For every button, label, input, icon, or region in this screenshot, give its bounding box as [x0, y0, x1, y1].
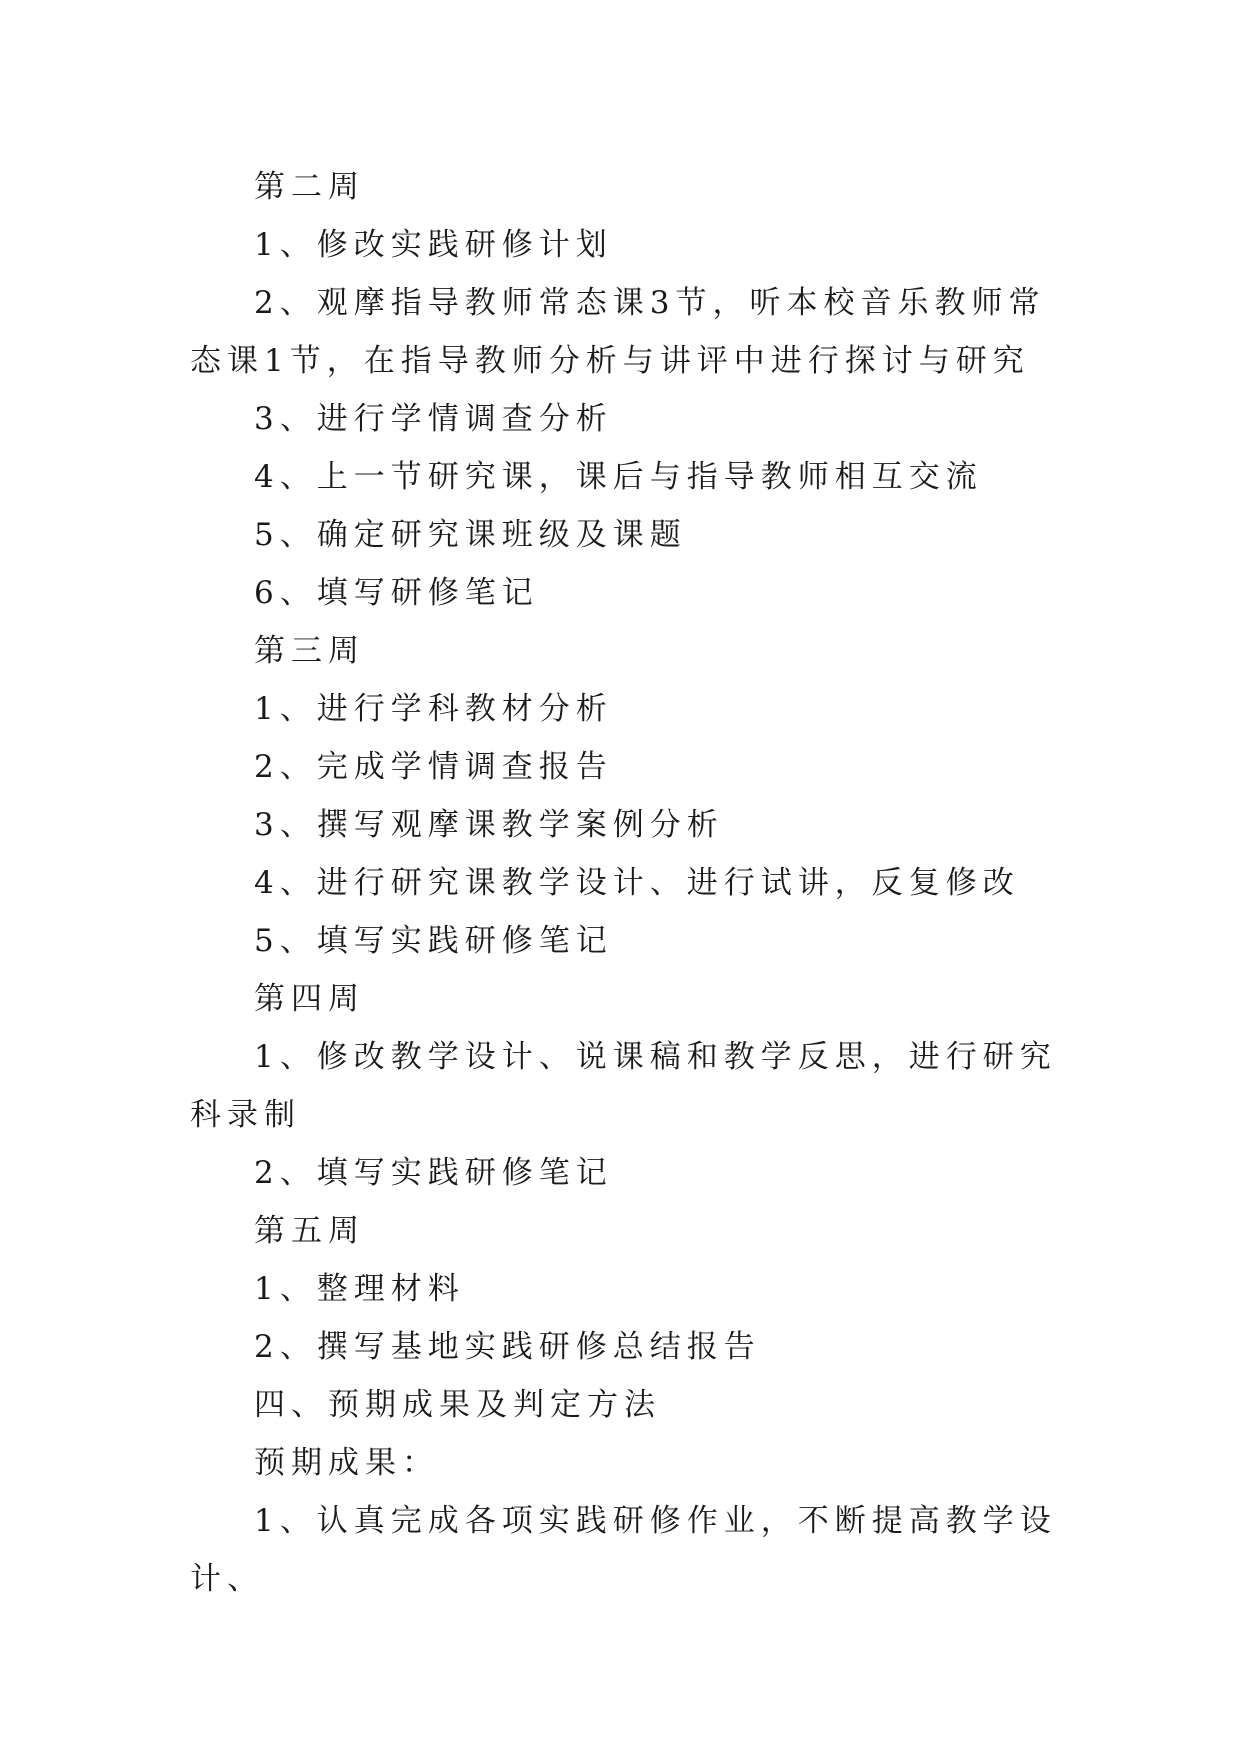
list-item: 5、填写实践研修笔记 — [254, 923, 613, 959]
list-item: 1、进行学科教材分析 — [254, 691, 613, 727]
list-item: 2、撰写基地实践研修总结报告 — [254, 1329, 761, 1365]
list-item: 3、撰写观摩课教学案例分析 — [254, 807, 724, 843]
list-item: 1、修改实践研修计划 — [254, 227, 613, 263]
document-body — [190, 158, 1060, 1608]
list-item: 2、填写实践研修笔记 — [254, 1155, 613, 1191]
list-item: 1、修改教学设计、说课稿和教学反思，进行研究科录制 — [190, 1039, 1057, 1133]
list-item: 1、整理材料 — [254, 1271, 465, 1307]
week-heading: 第四周 — [254, 981, 365, 1017]
list-item: 5、确定研究课班级及课题 — [254, 517, 687, 553]
list-item: 3、进行学情调查分析 — [254, 401, 613, 437]
list-item: 2、完成学情调查报告 — [254, 749, 613, 785]
week-heading: 第三周 — [254, 633, 365, 669]
list-item: 4、进行研究课教学设计、进行试讲，反复修改 — [254, 865, 1020, 901]
section-heading: 四、预期成果及判定方法 — [254, 1387, 661, 1423]
list-item: 4、上一节研究课，课后与指导教师相互交流 — [254, 459, 983, 495]
week-heading: 第五周 — [254, 1213, 365, 1249]
list-item: 2、观摩指导教师常态课3节，听本校音乐教师常态课1节，在指导教师分析与讲评中进行探讨与研究 — [190, 285, 1046, 379]
week-heading: 第二周 — [254, 169, 365, 205]
list-item: 6、填写研修笔记 — [254, 575, 539, 611]
list-item: 1、认真完成各项实践研修作业，不断提高教学设计、 — [190, 1503, 1057, 1597]
subsection-heading: 预期成果： — [254, 1445, 439, 1481]
